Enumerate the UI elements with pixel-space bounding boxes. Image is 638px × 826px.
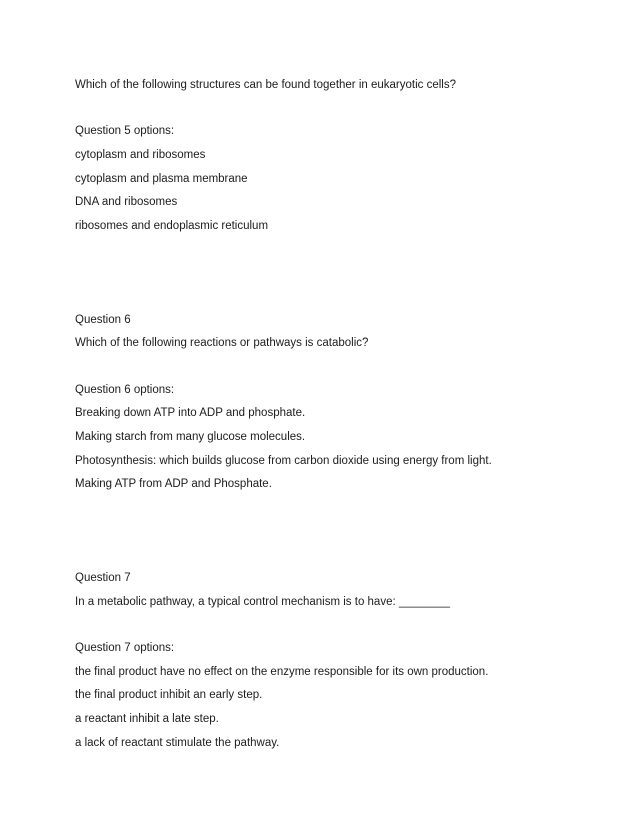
q5-options-heading: Question 5 options: [75, 125, 175, 137]
q6-option: Photosynthesis: which builds glucose from carbon dioxide using energy from light. [75, 455, 492, 467]
q7-option: a lack of reactant stimulate the pathway. [75, 737, 280, 749]
q6-options-heading: Question 6 options: [75, 384, 175, 396]
q7-prompt: In a metabolic pathway, a typical control mechanism is to have: ________ [75, 596, 451, 608]
q6-prompt: Which of the following reactions or pathways is catabolic? [75, 337, 369, 349]
q6-option: Making ATP from ADP and Phosphate. [75, 478, 272, 490]
q5-option: ribosomes and endoplasmic reticulum [75, 220, 269, 232]
q6-option: Making starch from many glucose molecules. [75, 431, 306, 443]
q5-option: cytoplasm and ribosomes [75, 149, 206, 161]
q7-option: the final product inhibit an early step. [75, 689, 263, 701]
q5-option: cytoplasm and plasma membrane [75, 173, 248, 185]
q5-option: DNA and ribosomes [75, 196, 178, 208]
q5-prompt: Which of the following structures can be found together in eukaryotic cells? [75, 79, 456, 91]
q7-option: a reactant inhibit a late step. [75, 713, 219, 725]
q7-heading: Question 7 [75, 572, 131, 584]
q7-option: the final product have no effect on the enzyme responsible for its own production. [75, 666, 489, 678]
q7-options-heading: Question 7 options: [75, 642, 175, 654]
q6-heading: Question 6 [75, 314, 131, 326]
q6-option: Breaking down ATP into ADP and phosphate. [75, 407, 306, 419]
